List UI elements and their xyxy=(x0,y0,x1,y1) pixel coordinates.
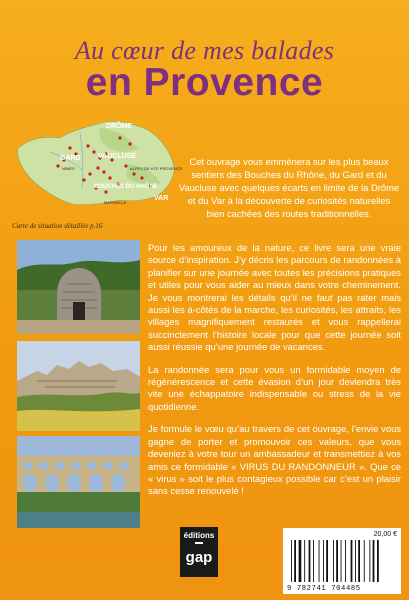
body-text xyxy=(148,242,401,508)
price: 20,00 € xyxy=(373,531,397,538)
paragraph-2: La randonnée sera pour vous un formidable moyen de régénérescence et cette évasion d’un jour deviendra très vite une échappatoire indispensable ou stress de la vie quotidienne. xyxy=(148,363,401,412)
map-label-nimes: NIMES xyxy=(62,166,75,171)
map-label-gard: GARD xyxy=(60,155,81,162)
intro-text: Cet ouvrage vous emmènera sur les plus beaux sentiers des Bouches du Rhône, du Gard et du Vaucluse avec quelques écarts en limite de la Drôme et du Var à la découverte de curiosités naturelles bien cachées des routes traditionnelles. xyxy=(178,156,400,219)
publisher-name: gap xyxy=(185,549,213,566)
map-label-var: VAR xyxy=(154,195,169,202)
isbn-number: 9 782741 704485 xyxy=(287,585,361,593)
map-label-drome: DRÔME xyxy=(106,123,133,130)
photo-stone-hut xyxy=(17,240,140,334)
map-caption: Carte de situation détaillée p.16 xyxy=(12,222,103,230)
map-label-marseille: MARSEILLE xyxy=(104,200,127,205)
publisher-mark-icon xyxy=(195,542,203,548)
paragraph-1: Pour les amoureux de la nature, ce livre sera une vraie source d’inspiration. J’y décris les parcours de randonnées à planifier sur une journée avec toutes les précisions pratiques et utiles pour vous aider au mieux dans votre cheminement. Je vous montrerai les détails qu’il ne faut pas rater mais aussi les à-côtés de la marche, les curiosités, les attraits, les villages magnifiquement restaurés et vous rappellerai succinctement l’histoire locale pour que cette journée soit aussi réussie qu’une journée de vacances. xyxy=(148,242,401,353)
map-land xyxy=(18,121,174,204)
map-label-ahp: ALPES DE HTE PROVENCE xyxy=(130,166,183,171)
publisher-logo xyxy=(180,527,218,577)
title-line-1: Au cœur de mes balades xyxy=(74,36,335,65)
photo-village xyxy=(17,341,140,431)
barcode xyxy=(289,540,395,582)
publisher-top-text: éditions xyxy=(183,531,215,540)
title-line-2: en Provence xyxy=(85,61,324,104)
provence-map xyxy=(10,108,185,218)
map-label-vaucluse: VAUCLUSE xyxy=(98,153,136,160)
barcode-box xyxy=(283,528,401,594)
photo-aqueduct xyxy=(17,436,140,528)
map-label-bdr: BOUCHES DU RHÔNE xyxy=(94,184,158,190)
paragraph-3: Je formule le vœu qu’au travers de cet ouvrage, l’envie vous gagne de porter et promouvoir ces valeurs, que vous deveniez à votre tour un ambassadeur et transmettiez à vos amis ce formidable « VIRUS DU RANDONNEUR ». Que ce « virus » soit le plus contagieux possible car c’est un plaisir sans cesse renouvelé ! xyxy=(148,423,401,497)
